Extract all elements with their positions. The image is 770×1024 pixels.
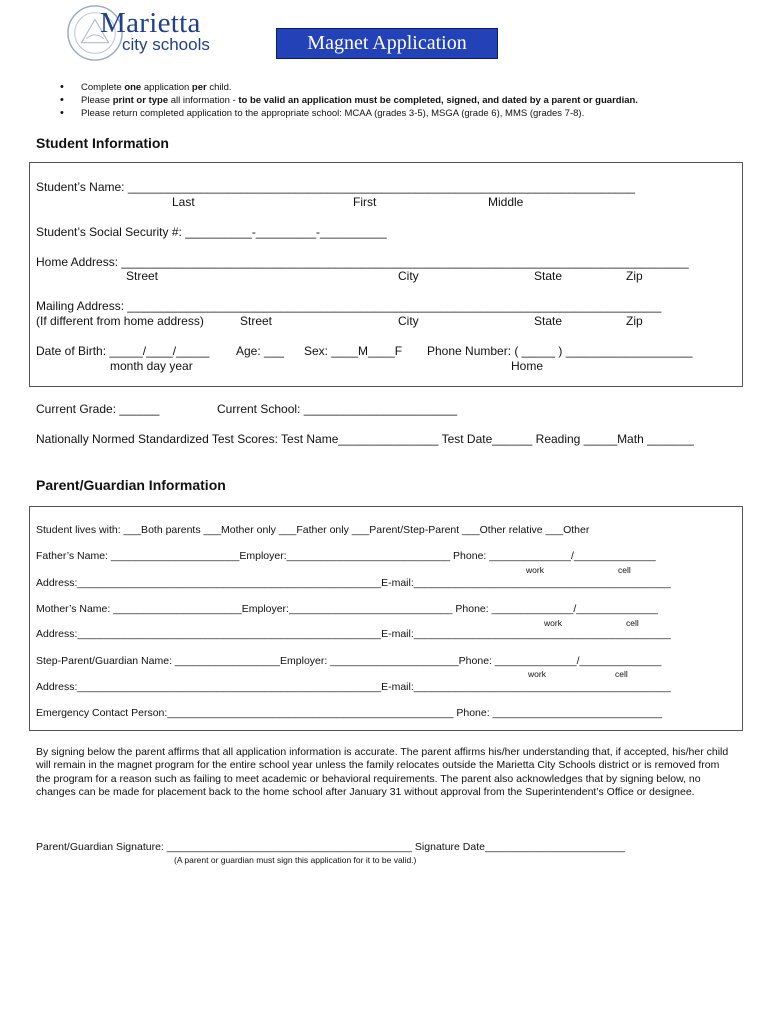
instruction-item: • Complete one application per child.: [60, 81, 638, 94]
father-cell-label: cell: [618, 565, 631, 575]
step-parent-field[interactable]: Step-Parent/Guardian Name: __________________Employer: ______________________Phone: ______________/______________: [36, 655, 662, 667]
step-address-field[interactable]: Address:____________________________________________________E-mail:____________________________________________: [36, 681, 671, 693]
step-work-label: work: [528, 669, 546, 679]
mail-city-label: City: [398, 314, 419, 328]
emergency-contact-field[interactable]: Emergency Contact Person:_________________________________________________ Phone: _____________________________: [36, 707, 662, 719]
signature-note: (A parent or guardian must sign this application for it to be valid.): [174, 855, 417, 865]
instruction-item: • Please return completed application to the appropriate school: MCAA (grades 3-5), MSGA (grade 6), MMS (grades 7-8).: [60, 107, 638, 120]
mother-cell-label: cell: [626, 618, 639, 628]
home-street-label: Street: [126, 269, 159, 283]
ssn-field[interactable]: Student’s Social Security #: __________-_________-__________: [36, 225, 387, 239]
step-cell-label: cell: [615, 669, 628, 679]
signature-field[interactable]: Parent/Guardian Signature: __________________________________________ Signature Date________________________: [36, 841, 626, 853]
home-zip-label: Zip: [626, 269, 643, 283]
mother-field[interactable]: Mother’s Name: ______________________Employer:____________________________ Phone: ______________/______________: [36, 603, 659, 615]
name-middle-label: Middle: [488, 195, 524, 209]
logo-wordmark-city-schools: city schools: [122, 35, 210, 54]
affirmation-paragraph: By signing below the parent affirms that all application information is accurate. The parent affirms his/her understanding that, if accepted, his/her child will remain in the magnet program for the entire school year unless the family relocates outside the Marietta City Schools district or is removed from the program for a reason such as failing to meet academic or behavioral requirements. The parent also acknowledges that by signing below, no changes can be made for placement back to the home school after January 31 without approval from the Superintendent’s Office or designee.: [36, 746, 729, 799]
dob-field[interactable]: Date of Birth: _____/____/_____: [36, 344, 210, 358]
form-title: Magnet Application: [276, 28, 498, 59]
home-city-label: City: [398, 269, 419, 283]
mail-street-label: Street: [240, 314, 273, 328]
phone-field[interactable]: Phone Number: ( _____ ) ___________________: [427, 344, 693, 358]
father-address-field[interactable]: Address:____________________________________________________E-mail:____________________________________________: [36, 577, 671, 589]
phone-home-label: Home: [511, 359, 544, 373]
instruction-item: • Please print or type all information - to be valid an application must be completed, signed, and dated by a parent or guardian.: [60, 94, 638, 107]
mailing-note: (If different from home address): [36, 314, 204, 328]
current-school-field[interactable]: Current School: _______________________: [217, 402, 458, 416]
student-name-field[interactable]: Student’s Name: ____________________________________________________________________________: [36, 180, 636, 194]
instructions-list: [60, 81, 638, 120]
sex-field[interactable]: Sex: ____M____F: [304, 344, 403, 358]
mother-address-field[interactable]: Address:____________________________________________________E-mail:____________________________________________: [36, 628, 671, 640]
logo-wordmark-marietta: Marietta: [100, 7, 201, 39]
name-first-label: First: [353, 195, 377, 209]
test-scores-field[interactable]: Nationally Normed Standardized Test Scores: Test Name_______________ Test Date______ Reading _____Math _______: [36, 432, 694, 446]
lives-with-field[interactable]: Student lives with: ___Both parents ___Mother only ___Father only ___Parent/Step-Parent ___Other relative ___Other: [36, 524, 590, 536]
parent-info-heading: Parent/Guardian Information: [36, 477, 226, 493]
home-state-label: State: [534, 269, 563, 283]
age-field[interactable]: Age: ___: [236, 344, 285, 358]
mail-zip-label: Zip: [626, 314, 643, 328]
dob-sublabel: month day year: [110, 359, 193, 373]
father-field[interactable]: Father’s Name: ______________________Employer:____________________________ Phone: ______________/______________: [36, 550, 656, 562]
mailing-address-field[interactable]: Mailing Address: ________________________________________________________________________________: [36, 299, 662, 313]
home-address-field[interactable]: Home Address: _____________________________________________________________________________________: [36, 255, 689, 269]
current-grade-field[interactable]: Current Grade: ______: [36, 402, 160, 416]
father-work-label: work: [526, 565, 544, 575]
mail-state-label: State: [534, 314, 563, 328]
mother-work-label: work: [544, 618, 562, 628]
name-last-label: Last: [172, 195, 195, 209]
student-info-heading: Student Information: [36, 135, 169, 151]
